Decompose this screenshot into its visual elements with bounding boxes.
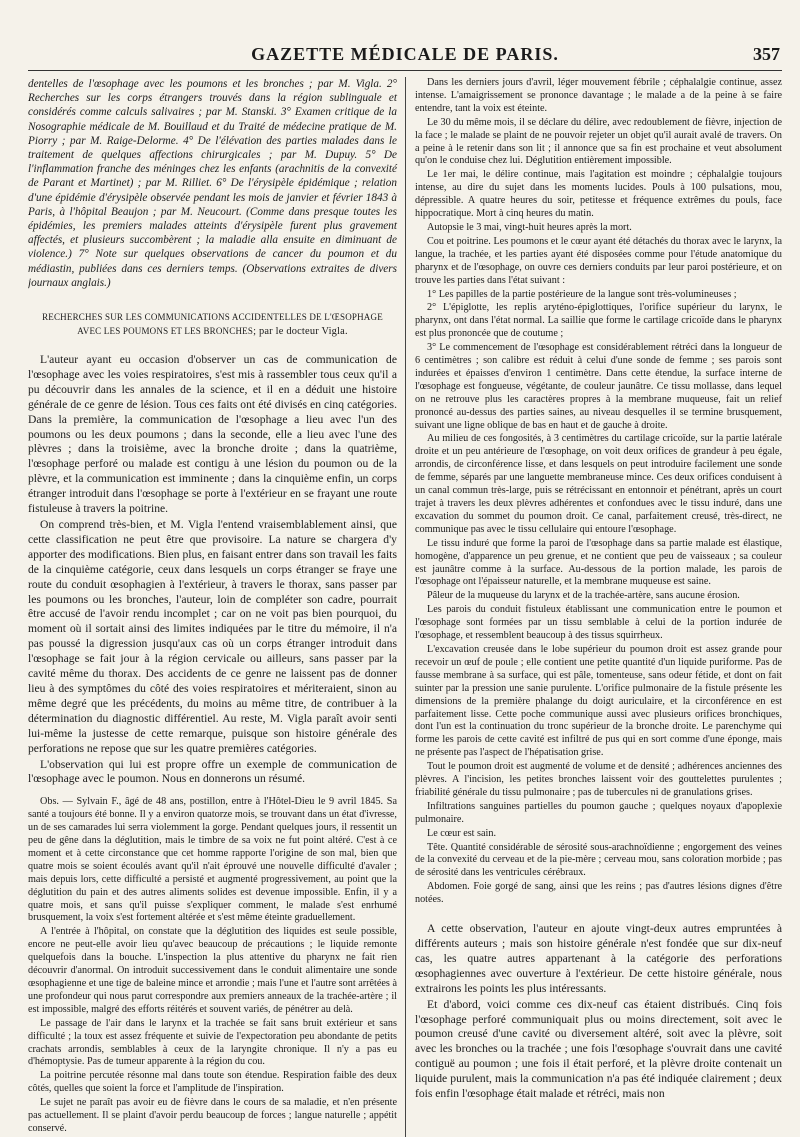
- right-column: [405, 77, 782, 1137]
- text-columns: [28, 77, 782, 1137]
- observation-paragraph: Les parois du conduit fistuleux établissant une communication entre le poumon et l'œsophage sont formées par un tissu semblable à celui de la portion indurée de l'œsophage, et ressemblent beaucoup à des tissus squirrheux.: [414, 604, 782, 642]
- journal-title: GAZETTE MÉDICALE DE PARIS.: [251, 44, 559, 64]
- paragraph: On comprend très-bien, et M. Vigla l'entend vraisemblablement ainsi, que cette classification ne peut être que provisoire. La nature se chargera d'y apporter des modifications. Bien plus, en faisant entrer dans son travail les faits de la cinquième catégorie, ceux dans lesquels un corps étranger se fraye une route du conduit œsophagien à l'extérieur, à travers le thorax, sans passer par les poumons ou les bronches, l'auteur, loin de compléter son cadre, pourrait être accusé de l'avoir rendu incomplet ; car on ne voit pas bien pourquoi, du moment où il sortait ainsi des limites indiquées par le titre du mémoire, il n'a pas poussé la digression jusqu'aux cas où un corps étranger introduit dans l'œsophage se fait jour à la région cervicale ou ailleurs, sans passer par la cavité même du thorax. Des accidents de ce genre ne laissent pas de donner lieu à des symptômes du côté des voies respiratoires et mériteraient, sinon au même degré que les précédents, du moins au même titre, de contribuer à la détermination du diagnostic différentiel. Au reste, M. Vigla paraît avoir senti lui-même la justesse de cette remarque, puisque son histoire générale des perforations ne repose que sur les quatre premières catégories.: [28, 518, 397, 755]
- observation-paragraph: Tête. Quantité considérable de sérosité sous-arachnoïdienne ; engorgement des veines de la convexité du cerveau et de la pie-mère ; cerveau mou, sans coloration morbide ; pas de sérosité dans les ventricules cérébraux.: [414, 841, 782, 879]
- observation-paragraph: 2° L'épiglotte, les replis aryténo-épiglottiques, l'orifice supérieur du larynx, le pharynx, ont dans l'état normal. La saillie que forme le cartilage cricoïde dans le pharynx est plus prononcée que de coutume ;: [414, 302, 782, 340]
- observation-paragraph: 3° Le commencement de l'œsophage est considérablement rétréci dans la longueur de 6 centimètres ; son calibre est réduit à celui d'une sonde de femme ; ses parois sont indurées et épaisses d'environ 1 centimètre. Dans cette étendue, la surface interne de l'œsophage est fongueuse, végétante, de couleur jaunâtre. Ce tissu mollasse, dans lequel on ne retrouve plus les caractères propres à la membrane muqueuse, fait un relief prononcé au-dessus des parties saines, au niveau desquelles il se termine brusquement, suivant une ligne oblique de bas en haut et de gauche à droite.: [414, 342, 782, 431]
- observation-paragraph: Le passage de l'air dans le larynx et la trachée se fait sans bruit extérieur et sans difficulté ; la toux est assez fréquente et suivie de l'expectoration peu abondante de petits crachats arrondis, semblables à ceux de la laryngite chronique. Il n'y a pas eu d'hémoptysie. Pas de tumeur apparente à la région du cou.: [28, 1017, 397, 1068]
- article-title-line-1: RECHERCHES SUR LES COMMUNICATIONS ACCIDENTELLES DE L'ŒSOPHAGE: [42, 312, 383, 323]
- page-number: 357: [753, 44, 780, 64]
- observation-paragraph: Obs. — Sylvain F., âgé de 48 ans, postillon, entre à l'Hôtel-Dieu le 9 avril 1845. Sa santé a toujours été bonne. Il y a environ quatorze mois, se trouvant dans un état d'ivresse, un de ses camarades lui serra violemment la gorge. Pendant quelques jours, il ressentit un peu de gêne dans la déglutition, mais le timbre de sa voix ne fut point altéré. C'est à ce moment et à cette circonstance que cet homme rapporte l'origine de son mal, bien que quatre mois se soient écoulés avant qu'il n'ait éprouvé une nouvelle difficulté d'avaler ; mais depuis lors, cette difficulté a persisté et augmenté progressivement, au point que la déglutition du pain et des autres aliments solides est devenue impossible. Enfin, il y a quatre mois, et sans qu'il puisse s'expliquer comment, le malade s'est enrhumé brusquement, la voix s'est fortement altérée et s'est même éteinte graduellement.: [28, 796, 397, 924]
- observation-paragraph: L'excavation creusée dans le lobe supérieur du poumon droit est assez grande pour recevoir un œuf de poule ; elle contient une petite quantité d'un liquide puriforme. Pas de fausse membrane à sa surface, qui est pâle, tomenteuse, sans odeur fétide, et dont on fait suinter par la pression une sanie purulente. L'orifice pulmonaire de la fistule présente les dimensions de la première phalange du doigt auriculaire, et la circonférence en est parfaitement lisse. Cette poche communique aussi avec plusieurs orifices bronchiques, dont l'un est la continuation du tronc supérieur de la bronche droite. Le parenchyme qui forme les parois de cette cavité est infiltré de pus qui en sort comme d'une éponge, mais ne présente pas l'aspect de l'hépatisation grise.: [414, 643, 782, 759]
- observation-paragraph: Le cœur est sain.: [426, 827, 497, 839]
- observation-paragraph: Le 30 du même mois, il se déclare du délire, avec redoublement de fièvre, injection de la face ; le malade se plaint de ne pouvoir rejeter un objet qu'il aurait avalé de travers. On a peine à le retenir dans son lit ; il annonce que sa fin est prochaine et veut absolument qu'on le conduise chez lui. Déglutition entièrement impossible.: [414, 116, 782, 167]
- article-title: [28, 310, 397, 339]
- observation-paragraph: Le sujet ne paraît pas avoir eu de fièvre dans le cours de sa maladie, et n'en présente pas actuellement. Il se plaint d'avoir perdu beaucoup de forces ; langue naturelle ; appétit conservé.: [28, 1097, 397, 1134]
- paragraph: L'observation qui lui est propre offre un exemple de communication de l'œsophage avec le poumon. Nous en donnerons un résumé.: [28, 757, 397, 786]
- paragraph: A cette observation, l'auteur en ajoute vingt-deux autres empruntées à différents auteurs ; mais son histoire générale n'est fondée que sur dix-neuf cas, les quatre autres appartenant à la catégorie des perforations œsophagiennes avec ouverture à l'extérieur. De cette histoire générale, nous extrairons les points les plus intéressants.: [414, 922, 782, 995]
- observation-paragraph: A l'entrée à l'hôpital, on constate que la déglutition des liquides est seule possible, encore ne peut-elle avoir lieu qu'avec beaucoup de précautions ; le liquide remonte quelquefois dans la bouche. L'inspection la plus attentive du pharynx ne fait rien découvrir d'anormal. On introduit successivement dans le conduit alimentaire une sonde œsophagienne et une tige de baleine mince et arrondie ; mais l'une et l'autre sont arrêtées à une profondeur qui nous parut correspondre aux premiers anneaux de la trachée-artère ; il est impossible, malgré des efforts réitérés et souvent variés, de pénétrer au delà.: [28, 926, 397, 1015]
- observation-paragraph: Le tissu induré que forme la paroi de l'œsophage dans sa partie malade est élastique, homogène, d'apparence un peu grenue, et ne contient que peu de vaisseaux ; sa couleur est jaunâtre comme à la surface. Au-dessous de la portion malade, les parois de l'œsophage ont l'épaisseur naturelle, et la membrane muqueuse est saine.: [414, 537, 782, 588]
- contents-list: dentelles de l'œsophage avec les poumons et les bronches ; par M. Vigla. 2° Recherches sur les corps étrangers trouvés dans la région sublinguale et considérés comme calculs salivaires ; par M. Stanski. 3° Examen critique de la Nosographie médicale de M. Bouillaud et du Traité de médecine pratique de M. Piorry ; par M. Raige-Delorme. 4° De l'élévation des parties malades dans le traitement de quelques affections chirurgicales ; par M. Dupuy. 5° De l'inflammation franche des méninges chez les enfants (arachnitis de la convexité de Parant et Martinet) ; par M. Rilliet. 6° De l'érysipèle épidémique ; relation d'une épidémie d'érysipèle observée pendant les mois de janvier et février 1843 à Paris, à l'hôpital Beaujon ; par M. Neucourt. (Comme dans presque toutes les épidémies, les premiers malades atteints d'érysipèle furent plus gravement affectés, et plusieurs succombèrent ; la maladie alla ensuite en diminuant de violence.) 7° Note sur quelques observations de cancer du poumon et du médiastin, publiées dans ces derniers temps. (Observations extraites de divers journaux anglais.): [28, 78, 397, 289]
- observation-paragraph: Infiltrations sanguines partielles du poumon gauche ; quelques noyaux d'apoplexie pulmonaire.: [414, 800, 782, 825]
- observation-paragraph: Abdomen. Foie gorgé de sang, ainsi que les reins ; pas d'autres lésions dignes d'être notées.: [414, 881, 782, 906]
- observation-paragraph: Dans les derniers jours d'avril, léger mouvement fébrile ; céphalalgie continue, assez intense. L'amaigrissement se prononce davantage ; le malade a de la peine à se faire entendre, tant la voix est éteinte.: [414, 77, 782, 114]
- observation-paragraph: Cou et poitrine. Les poumons et le cœur ayant été détachés du thorax avec le larynx, la langue, la trachée, et les parties ayant été disposées comme pour l'étude anatomique du pharynx et de l'œsophage, on ouvre ces derniers conduits par leur paroi postérieure, et on trouve les parties dans l'état suivant :: [414, 235, 782, 286]
- article-title-line-2: AVEC LES POUMONS ET LES BRONCHES: [77, 326, 254, 337]
- page-header: [28, 30, 782, 71]
- observation-paragraph: Le 1er mai, le délire continue, mais l'agitation est moindre ; céphalalgie toujours intense, au dire du sujet dans les moments lucides. Pouls à 100 pulsations, mou, dépressible. A quatre heures du soir, petitesse et fréquence extrêmes du pouls, face hippocratique. Mort à cinq heures du matin.: [414, 169, 782, 220]
- paragraph: L'auteur ayant eu occasion d'observer un cas de communication de l'œsophage avec les voies respiratoires, s'est mis à rassembler tous ceux qu'il a pu découvrir dans les annales de la science, et il en a déduit une histoire générale de ce genre de lésion. Tous ces faits ont été divisés en cinq catégories. Dans la première, la communication de l'œsophage a lieu avec l'un des poumons ou les deux poumons ; dans la seconde, elle a lieu avec l'une des plèvres ; dans la troisième, avec la bronche droite ; dans la quatrième, l'œsophage perforé ou malade est contigu à une lésion du poumon ou de la plèvre, et la communication est imminente ; dans la cinquième enfin, un corps étranger introduit dans l'œsophage se porte à l'extérieur en se frayant une route fistuleuse à travers la poitrine.: [28, 353, 397, 516]
- observation-paragraph: La poitrine percutée résonne mal dans toute son étendue. Respiration faible des deux côtés, quelles que soient la force et l'amplitude de l'inspiration.: [28, 1070, 397, 1095]
- left-column: [28, 77, 405, 1137]
- observation-paragraph: Tout le poumon droit est augmenté de volume et de densité ; adhérences anciennes des plèvres. A l'incision, les petites bronches laissent voir des gouttelettes purulentes ; friabilité générale du tissu pulmonaire ; pas de tubercules ni de granulations grises.: [414, 761, 782, 798]
- observation-paragraph: Pâleur de la muqueuse du larynx et de la trachée-artère, sans aucune érosion.: [426, 590, 740, 602]
- paragraph: Et d'abord, voici comme ces dix-neuf cas étaient distribués. Cinq fois l'œsophage perforé communiquait plus ou moins directement, soit avec le poumon creusé d'une cavité ou diversement altéré, soit avec la plèvre, soit avec les bronches ou la trachée ; une fois l'œsophage s'ouvrait dans une cavité contiguë au poumon ; une fois il était perforé, et la plèvre droite contenait un liquide purulent, mais la communication n'a pas été indiquée clairement ; deux fois enfin l'œsophage était malade et rétréci, mais non: [414, 997, 782, 1101]
- article-byline: ; par le docteur Vigla.: [253, 326, 348, 338]
- observation-paragraph: 1° Les papilles de la partie postérieure de la langue sont très-volumineuses ;: [426, 288, 737, 300]
- autopsy-heading: Autopsie le 3 mai, vingt-huit heures après la mort.: [426, 221, 632, 233]
- observation-paragraph: Au milieu de ces fongosités, à 3 centimètres du cartilage cricoïde, sur la partie latérale droite et un peu antérieure de l'œsophage, on voit deux orifices de grandeur à peu égale, arrondis, de circonférence lisse, et dans lesquels on peut introduire facilement une sonde de femme, séparés par une languette membraneuse mince. Ces deux orifices conduisent à un canal commun très-large, puis se rétrécissant en entonnoir et pénétrant, après un court trajet à travers les deux plèvres adhérentes et confondues avec le tissu induré, dans une excavation du sommet du poumon droit. Ce canal, parfaitement creusé, très-direct, ne communique pas avec le tissu cellulaire qui entoure l'œsophage.: [414, 433, 782, 535]
